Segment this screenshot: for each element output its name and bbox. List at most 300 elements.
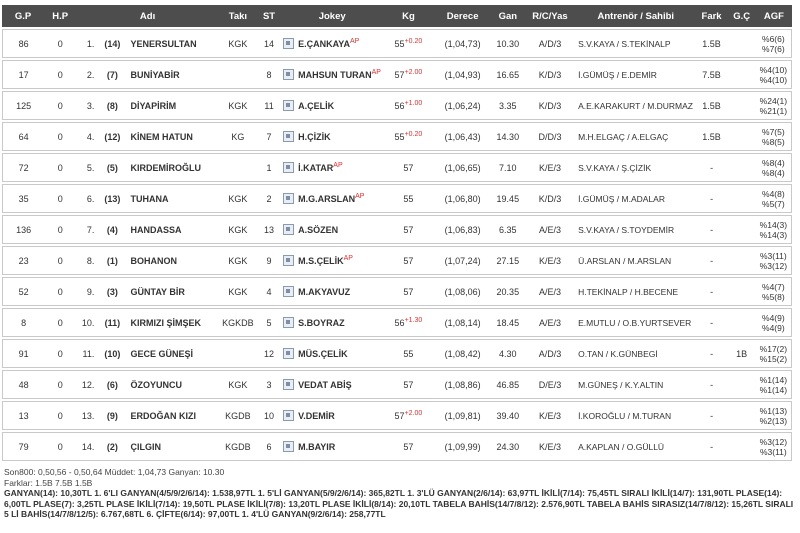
agf-first: %4(8) (762, 188, 785, 199)
agf-cell (756, 277, 792, 306)
start-cell: 4 (257, 277, 281, 306)
agf-second: %4(10) (759, 74, 788, 85)
agf-second: %14(3) (759, 229, 788, 240)
table-row[interactable] (2, 60, 792, 89)
late-start-cell (728, 246, 756, 275)
agf-first: %4(7) (762, 281, 785, 292)
jersey-icon (283, 379, 294, 390)
column-header[interactable]: Adı (76, 5, 219, 27)
jockey-cell[interactable] (296, 60, 383, 89)
odds-cell: 6.35 (492, 215, 524, 244)
kg-cell (383, 60, 433, 89)
agf-cell (756, 91, 792, 120)
jockey-cell[interactable] (296, 29, 383, 58)
rcy-cell: A/E/3 (524, 215, 576, 244)
agf-first: %4(10) (759, 64, 788, 75)
gp-cell: 17 (2, 60, 44, 89)
horse-number: (12) (96, 122, 128, 151)
time-cell: (1,07,24) (434, 246, 492, 275)
horse-name-link[interactable]: ÇILGIN (128, 432, 218, 461)
horse-number: (8) (96, 91, 128, 120)
column-header[interactable]: H.P (44, 5, 76, 27)
rank-cell: 10. (76, 308, 96, 337)
horse-number: (3) (96, 277, 128, 306)
rcy-cell: K/E/3 (524, 246, 576, 275)
kg-value: 57 (403, 287, 414, 297)
table-body (2, 29, 792, 461)
agf-cell (756, 339, 792, 368)
horse-name-link[interactable]: GECE GÜNEŞİ (128, 339, 218, 368)
gp-cell: 136 (2, 215, 44, 244)
horse-number: (4) (96, 215, 128, 244)
horse-number: (9) (96, 401, 128, 430)
taki-cell: KG (219, 122, 257, 151)
margin-cell: - (696, 339, 728, 368)
jersey-icon (283, 38, 294, 49)
horse-name-link[interactable]: KIRDEMİROĞLU (128, 153, 218, 182)
table-row[interactable] (2, 29, 792, 58)
gp-cell: 86 (2, 29, 44, 58)
rank-cell: 4. (76, 122, 96, 151)
jersey-icon-cell (281, 401, 296, 430)
horse-number: (6) (96, 370, 128, 399)
jersey-icon (283, 348, 294, 359)
start-cell: 13 (257, 215, 281, 244)
agf-second: %3(12) (759, 260, 788, 271)
gp-cell: 79 (2, 432, 44, 461)
start-cell: 14 (257, 29, 281, 58)
agf-first: %6(6) (762, 33, 785, 44)
kg-cell (383, 215, 433, 244)
kg-cell (383, 91, 433, 120)
odds-cell: 27.15 (492, 246, 524, 275)
time-cell: (1,06,43) (434, 122, 492, 151)
start-cell: 3 (257, 370, 281, 399)
table-row[interactable] (2, 215, 792, 244)
taki-cell (219, 339, 257, 368)
start-cell: 1 (257, 153, 281, 182)
taki-cell (219, 153, 257, 182)
odds-cell: 10.30 (492, 29, 524, 58)
margin-cell: - (696, 370, 728, 399)
start-cell: 10 (257, 401, 281, 430)
kg-value: 56 (394, 318, 405, 328)
agf-cell (756, 215, 792, 244)
agf-cell (756, 370, 792, 399)
odds-cell: 7.10 (492, 153, 524, 182)
margin-cell: - (696, 215, 728, 244)
odds-cell: 39.40 (492, 401, 524, 430)
gp-cell: 13 (2, 401, 44, 430)
trainer-owner-cell: S.V.KAYA / S.TEKİNALP (576, 29, 695, 58)
time-cell: (1,04,73) (434, 29, 492, 58)
taki-cell: KGK (219, 29, 257, 58)
agf-second: %8(4) (762, 167, 785, 178)
column-header[interactable]: AGF (756, 5, 792, 27)
start-cell: 12 (257, 339, 281, 368)
column-header[interactable]: Derece (434, 5, 492, 27)
apprentice-badge: AP (343, 255, 353, 262)
kg-value: 57 (403, 225, 414, 235)
horse-name-link[interactable]: HANDASSA (128, 215, 218, 244)
hp-cell: 0 (44, 246, 76, 275)
agf-cell (756, 29, 792, 58)
hp-cell: 0 (44, 29, 76, 58)
horse-number: (10) (96, 339, 128, 368)
late-start-cell (728, 277, 756, 306)
jockey-cell[interactable] (296, 370, 383, 399)
jersey-icon-cell (281, 29, 296, 58)
apprentice-badge: AP (355, 193, 365, 200)
jersey-icon (283, 410, 294, 421)
jersey-icon (283, 286, 294, 297)
taki-cell: KGK (219, 246, 257, 275)
time-cell: (1,08,06) (434, 277, 492, 306)
rank-cell: 7. (76, 215, 96, 244)
kg-value: 55 (403, 194, 414, 204)
table-row[interactable] (2, 246, 792, 275)
time-cell: (1,08,86) (434, 370, 492, 399)
agf-second: %3(11) (759, 446, 787, 457)
apprentice-badge: AP (371, 69, 381, 76)
kg-cell (383, 184, 433, 213)
taki-cell (219, 60, 257, 89)
jockey-cell[interactable] (296, 153, 383, 182)
jockey-name[interactable]: M.AKYAVUZ (298, 287, 351, 297)
trainer-owner-cell: A.KAPLAN / O.GÜLLÜ (576, 432, 695, 461)
trainer-owner-cell: M.GÜNEŞ / K.Y.ALTIN (576, 370, 695, 399)
horse-name-link[interactable]: DİYAPİRİM (128, 91, 218, 120)
hp-cell: 0 (44, 60, 76, 89)
trainer-owner-cell: S.V.KAYA / S.TOYDEMİR (576, 215, 695, 244)
late-start-cell (728, 184, 756, 213)
time-cell: (1,09,99) (434, 432, 492, 461)
jockey-name[interactable]: MÜS.ÇELİK (298, 349, 348, 359)
jersey-icon-cell (281, 370, 296, 399)
agf-first: %4(9) (762, 312, 785, 323)
rank-cell: 9. (76, 277, 96, 306)
jockey-cell[interactable] (296, 246, 383, 275)
horse-name-link[interactable]: KIRMIZI ŞİMŞEK (128, 308, 218, 337)
margin-cell: - (696, 277, 728, 306)
late-start-cell (728, 370, 756, 399)
taki-cell: KGK (219, 184, 257, 213)
rank-cell: 8. (76, 246, 96, 275)
kg-value: 57 (403, 380, 414, 390)
late-start-cell (728, 91, 756, 120)
jockey-cell[interactable] (296, 91, 383, 120)
kg-value: 57 (403, 256, 414, 266)
late-start-cell (728, 215, 756, 244)
rank-cell: 14. (76, 432, 96, 461)
trainer-owner-cell: İ.KOROĞLU / M.TURAN (576, 401, 695, 430)
horse-number: (2) (96, 432, 128, 461)
gp-cell: 48 (2, 370, 44, 399)
kg-extra: +2.00 (404, 410, 423, 417)
time-cell: (1,09,81) (434, 401, 492, 430)
kg-value: 55 (394, 132, 405, 142)
column-header[interactable]: G.Ç (728, 5, 756, 27)
agf-second: %21(1) (759, 105, 788, 116)
column-header[interactable]: Kg (383, 5, 433, 27)
jockey-name[interactable]: MAHSUN TURAN (298, 70, 372, 80)
kg-value: 56 (394, 101, 405, 111)
late-start-cell (728, 153, 756, 182)
horse-name-link[interactable]: ÖZOYUNCU (128, 370, 218, 399)
jockey-name[interactable]: M.G.ARSLAN (298, 194, 356, 204)
kg-extra: +1.30 (404, 317, 423, 324)
agf-cell (756, 153, 792, 182)
agf-first: %7(5) (762, 126, 785, 137)
hp-cell: 0 (44, 122, 76, 151)
table-row[interactable] (2, 339, 792, 368)
kg-cell (383, 370, 433, 399)
agf-second: %7(6) (762, 43, 785, 54)
agf-first: %3(11) (759, 250, 787, 261)
jockey-name[interactable]: İ.KATAR (298, 163, 334, 173)
trainer-owner-cell: E.MUTLU / O.B.YURTSEVER (576, 308, 695, 337)
jockey-name[interactable]: E.ÇANKAYA (298, 39, 350, 49)
time-cell: (1,04,93) (434, 60, 492, 89)
jersey-icon-cell (281, 215, 296, 244)
late-start-cell (728, 401, 756, 430)
jersey-icon-cell (281, 432, 296, 461)
jockey-cell[interactable] (296, 215, 383, 244)
gp-cell: 64 (2, 122, 44, 151)
late-start-cell (728, 432, 756, 461)
taki-cell: KGDB (219, 401, 257, 430)
late-start-cell (728, 60, 756, 89)
rank-cell: 13. (76, 401, 96, 430)
hp-cell: 0 (44, 308, 76, 337)
rank-cell: 11. (76, 339, 96, 368)
horse-number: (7) (96, 60, 128, 89)
kg-cell (383, 432, 433, 461)
late-start-cell (728, 308, 756, 337)
jockey-name[interactable]: S.BOYRAZ (298, 318, 345, 328)
jockey-name[interactable]: A.SÖZEN (298, 225, 339, 235)
taki-cell: KGK (219, 215, 257, 244)
agf-second: %2(13) (759, 415, 788, 426)
rcy-cell: D/D/3 (524, 122, 576, 151)
table-row[interactable] (2, 91, 792, 120)
hp-cell: 0 (44, 153, 76, 182)
column-header[interactable]: R/C/Yas (524, 5, 576, 27)
time-cell: (1,06,80) (434, 184, 492, 213)
column-header[interactable]: G.P (2, 5, 44, 27)
start-cell: 6 (257, 432, 281, 461)
jersey-icon-cell (281, 339, 296, 368)
time-cell: (1,06,24) (434, 91, 492, 120)
column-header[interactable]: Jokey (281, 5, 383, 27)
agf-cell (756, 246, 792, 275)
gp-cell: 23 (2, 246, 44, 275)
odds-cell: 16.65 (492, 60, 524, 89)
jockey-cell[interactable] (296, 277, 383, 306)
trainer-owner-cell: İ.GÜMÜŞ / M.ADALAR (576, 184, 695, 213)
rcy-cell: K/E/3 (524, 153, 576, 182)
agf-second: %1(14) (759, 384, 788, 395)
agf-second: %8(5) (762, 136, 785, 147)
odds-cell: 24.30 (492, 432, 524, 461)
column-header[interactable]: Takı (219, 5, 257, 27)
agf-second: %4(9) (762, 322, 785, 333)
kg-extra: +2.00 (404, 69, 423, 76)
jockey-name[interactable]: M.S.ÇELİK (298, 256, 344, 266)
jersey-icon-cell (281, 153, 296, 182)
trainer-owner-cell: M.H.ELGAÇ / A.ELGAÇ (576, 122, 695, 151)
hp-cell: 0 (44, 184, 76, 213)
jersey-icon-cell (281, 308, 296, 337)
rcy-cell: A/E/3 (524, 277, 576, 306)
hp-cell: 0 (44, 370, 76, 399)
odds-cell: 19.45 (492, 184, 524, 213)
rank-cell: 6. (76, 184, 96, 213)
agf-cell (756, 432, 792, 461)
start-cell: 7 (257, 122, 281, 151)
rank-cell: 2. (76, 60, 96, 89)
taki-cell: KGK (219, 370, 257, 399)
trainer-owner-cell: S.V.KAYA / Ş.ÇİZİK (576, 153, 695, 182)
kg-cell (383, 339, 433, 368)
rcy-cell: K/E/3 (524, 432, 576, 461)
jockey-cell[interactable] (296, 184, 383, 213)
odds-cell: 4.30 (492, 339, 524, 368)
time-cell: (1,06,65) (434, 153, 492, 182)
horse-name-link[interactable]: TUHANA (128, 184, 218, 213)
jersey-icon-cell (281, 60, 296, 89)
jersey-icon (283, 100, 294, 111)
jockey-cell[interactable] (296, 432, 383, 461)
jockey-cell[interactable] (296, 308, 383, 337)
agf-cell (756, 122, 792, 151)
kg-cell (383, 153, 433, 182)
horse-name-link[interactable]: GÜNTAY BİR (128, 277, 218, 306)
rcy-cell: A/D/3 (524, 29, 576, 58)
table-row[interactable] (2, 277, 792, 306)
hp-cell: 0 (44, 401, 76, 430)
race-margins: Farklar: 1.5B 7.5B 1.5B (4, 477, 93, 488)
rcy-cell: K/E/3 (524, 401, 576, 430)
kg-cell (383, 277, 433, 306)
late-start-cell (728, 29, 756, 58)
race-footer (4, 467, 794, 520)
gp-cell: 35 (2, 184, 44, 213)
rcy-cell: D/E/3 (524, 370, 576, 399)
trainer-owner-cell: O.TAN / K.GÜNBEGİ (576, 339, 695, 368)
gp-cell: 72 (2, 153, 44, 182)
jersey-icon-cell (281, 184, 296, 213)
table-row[interactable] (2, 401, 792, 430)
apprentice-badge: AP (349, 38, 360, 45)
odds-cell: 18.45 (492, 308, 524, 337)
table-row[interactable] (2, 153, 792, 182)
kg-cell (383, 122, 433, 151)
jockey-name[interactable]: VEDAT ABİŞ (298, 380, 352, 390)
bet-results: GANYAN(14): 10,30TL 1. 6'LI GANYAN(4/5/9/2/6/14): 1.538,97TL 1. 5'Lİ GANYAN(5/9/2/6/14): 365,82TL 1. 3'LÜ GANYAN(2/6/14): 63,97TL İKİLİ(7/14): 75,45TL SIRALI İKİLİ(14/7): 131,90TL PLASE(14): 6,00TL PLASE(7): 3,25TL PLASE İKİLİ(7/14): 19,50TL PLASE İKİLİ(7/8): 13,20TL PLASE İKİLİ(8/14): 20,10TL TABELA BAHİS(14/7/8/12): 2.576,90TL TABELA BAHİS SIRASIZ(14/7/8/12): 15,26TL SIRALI 5 Lİ BAHİS(14/7/8/12/5): 6.767,68TL 6. ÇİFTE(6/14): 97,00TL 1. 4'LÜ GANYAN(9/2/6/14): 258,77TL (4, 488, 794, 519)
margin-cell: - (696, 432, 728, 461)
gp-cell: 8 (2, 308, 44, 337)
hp-cell: 0 (44, 432, 76, 461)
kg-extra: +1.00 (404, 100, 423, 107)
horse-name-link[interactable]: BUNİYABİR (128, 60, 218, 89)
start-cell: 8 (257, 60, 281, 89)
table-row[interactable] (2, 432, 792, 461)
horse-number: (11) (96, 308, 128, 337)
taki-cell: KGK (219, 277, 257, 306)
kg-value: 57 (403, 163, 414, 173)
rank-cell: 3. (76, 91, 96, 120)
jersey-icon-cell (281, 277, 296, 306)
margin-cell: - (696, 308, 728, 337)
odds-cell: 46.85 (492, 370, 524, 399)
jersey-icon-cell (281, 122, 296, 151)
agf-cell (756, 308, 792, 337)
jersey-icon (283, 69, 294, 80)
agf-first: %1(13) (759, 405, 788, 416)
jockey-name[interactable]: V.DEMİR (298, 411, 335, 421)
jockey-cell[interactable] (296, 401, 383, 430)
agf-cell (756, 60, 792, 89)
margin-cell: 1.5B (696, 91, 728, 120)
table-row[interactable] (2, 370, 792, 399)
kg-cell (383, 246, 433, 275)
agf-cell (756, 401, 792, 430)
column-header[interactable]: Gan (492, 5, 524, 27)
trainer-owner-cell: Ü.ARSLAN / M.ARSLAN (576, 246, 695, 275)
jockey-name[interactable]: M.BAYIR (298, 442, 336, 452)
kg-extra: +0.20 (404, 131, 423, 138)
agf-first: %24(1) (759, 95, 788, 106)
horse-number: (13) (96, 184, 128, 213)
jersey-icon (283, 255, 294, 266)
column-header[interactable]: Antrenör / Sahibi (576, 5, 695, 27)
horse-name-link[interactable]: ERDOĞAN KIZI (128, 401, 218, 430)
horse-name-link[interactable]: KİNEM HATUN (128, 122, 218, 151)
race-results-table (2, 3, 792, 463)
jersey-icon-cell (281, 246, 296, 275)
jersey-icon (283, 193, 294, 204)
agf-first: %1(14) (759, 374, 788, 385)
jersey-icon (283, 441, 294, 452)
jersey-icon (283, 224, 294, 235)
horse-name-link[interactable]: YENERSULTAN (128, 29, 218, 58)
taki-cell: KGK (219, 91, 257, 120)
apprentice-badge: AP (333, 162, 343, 169)
table-row[interactable] (2, 184, 792, 213)
late-start-cell: 1B (728, 339, 756, 368)
jockey-cell[interactable] (296, 122, 383, 151)
rank-cell: 12. (76, 370, 96, 399)
agf-first: %14(3) (759, 219, 788, 230)
column-header[interactable]: ST (257, 5, 281, 27)
gp-cell: 52 (2, 277, 44, 306)
odds-cell: 20.35 (492, 277, 524, 306)
jockey-name[interactable]: A.ÇELİK (298, 101, 335, 111)
agf-first: %3(12) (759, 436, 788, 447)
table-row[interactable] (2, 122, 792, 151)
margin-cell: - (696, 401, 728, 430)
taki-cell: KGKDB (219, 308, 257, 337)
column-header[interactable]: Fark (696, 5, 728, 27)
table-row[interactable] (2, 308, 792, 337)
margin-cell: - (696, 184, 728, 213)
start-cell: 5 (257, 308, 281, 337)
jockey-cell[interactable] (296, 339, 383, 368)
jockey-name[interactable]: H.ÇİZİK (298, 132, 331, 142)
horse-name-link[interactable]: BOHANON (128, 246, 218, 275)
horse-number: (5) (96, 153, 128, 182)
